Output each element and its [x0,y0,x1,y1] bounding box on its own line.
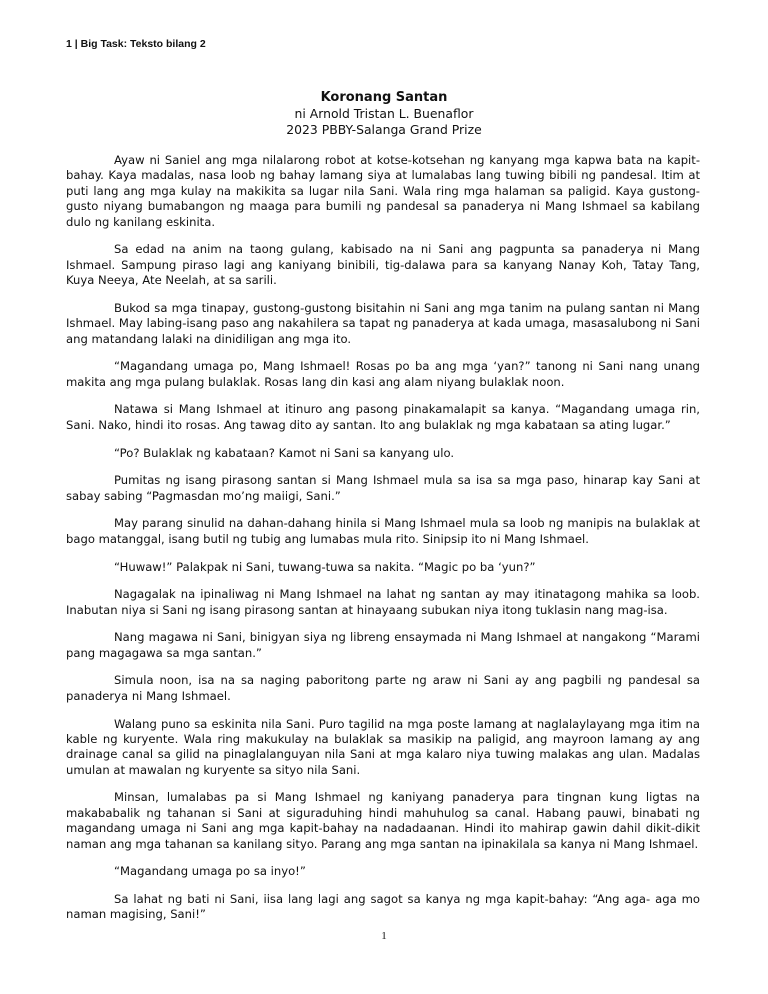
paragraph: “Po? Bulaklak ng kabataan? Kamot ni Sani sa kanyang ulo. [114,445,455,460]
paragraph: Sa edad na anim na taong gulang, kabisado na ni Sani ang pagpunta sa panaderya ni Mang Ishmael. Sampung piraso lagi ang kaniyang binibili, tig-dalawa para sa kanyang Nanay Koh, Tatay Tang, Kuya Neeya, Ate Neelah, at sa sarili. [66,242,700,288]
page-header: 1 | Big Task: Teksto bilang 2 [66,38,206,50]
paragraph: Bukod sa mga tinapay, gustong-gustong bisitahin ni Sani ang mga tanim na pulang santan ni Mang Ishmael. May labing-isang paso ang nakahilera sa tapat ng panaderya at kada umaga, masasalubong ni Sani ang matandang lalaki na dinidiligan ang mga ito. [66,300,700,346]
page-number: 1 [381,930,387,942]
title-block [0,90,768,138]
paragraph: Walang puno sa eskinita nila Sani. Puro tagilid na mga poste lamang at naglalaylayang mga itim na kable ng kuryente. Wala ring makukulay na bulaklak sa masikip na paligid, ang mayroon lamang ay ang drainage canal sa gilid na pinaglalanguyan nila Sani at mga kalaro niya tuwing malakas ang ulan. Madalas umulan at mawalan ng kuryente sa sityo nila Sani. [66,716,700,777]
paragraph: Simula noon, isa na sa naging paboritong parte ng araw ni Sani ay ang pagbili ng pandesal sa panaderya ni Mang Ishmael. [66,673,700,703]
paragraph: Nagagalak na ipinaliwag ni Mang Ishmael na lahat ng santan ay may itinatagong mahika sa loob. Inabutan niya si Sani ng isang pirasong santan at hinayaang subukan niya itong tuklasin nang mag-isa. [66,587,700,617]
paragraph: Minsan, lumalabas pa si Mang Ishmael ng kaniyang panaderya para tingnan kung ligtas na makababalik ng tahanan si Sani at siguraduhing hindi mahuhulog sa canal. Habang pauwi, binabati ng magandang umaga ni Sani ang mga kapit-bahay na nadadaanan. Hindi ito mahirap gawin dahil dikit-dikit naman ang mga tahanan sa kanilang sityo. Parang ang mga santan na ipinakilala sa kanya ni Mang Ishmael. [66,790,700,851]
story-title: Koronang Santan [320,90,448,105]
paragraph: Natawa si Mang Ishmael at itinuro ang pasong pinakamalapit sa kanya. “Magandang umaga rin, Sani. Nako, hindi ito rosas. Ang tawag dito ay santan. Ito ang bulaklak ng mga kabataan sa ating lugar.” [66,402,700,432]
story-author: ni Arnold Tristan L. Buenaflor [294,106,474,121]
paragraph: May parang sinulid na dahan-dahang hinila si Mang Ishmael mula sa loob ng manipis na bulaklak at bago matanggal, isang butil ng tubig ang lumabas mula rito. Sinipsip ito ni Mang Ishmael. [66,516,700,546]
paragraph: “Huwaw!” Palakpak ni Sani, tuwang-tuwa sa nakita. “Magic po ba ‘yun?” [114,559,536,574]
paragraph: Nang magawa ni Sani, binigyan siya ng libreng ensaymada ni Mang Ishmael at nangakong “Marami pang magagawa sa mga santan.” [66,630,700,660]
paragraph: “Magandang umaga po sa inyo!” [114,864,306,879]
paragraph: Pumitas ng isang pirasong santan si Mang Ishmael mula sa isa sa mga paso, hinarap kay Sani at sabay sabing “Pagmasdan mo’ng maiigi, Sani.” [66,473,700,503]
story-body [66,153,700,935]
story-award: 2023 PBBY-Salanga Grand Prize [286,122,482,137]
paragraph: Ayaw ni Saniel ang mga nilalarong robot at kotse-kotsehan ng kanyang mga kapwa bata na kapit-bahay. Kaya madalas, nasa loob ng bahay lamang siya at lumalabas lang tuwing bibili ng pandesal. Itim at puti lang ang mga kulay na makikita sa lugar nila Sani. Wala ring mga halaman sa paligid. Kaya gustong-gusto niyang bumabangon ng maaga para bumili ng pandesal sa panaderya ni Mang Ishmael sa kabilang dulo ng kanilang eskinita. [66,153,700,229]
paragraph: “Magandang umaga po, Mang Ishmael! Rosas po ba ang mga ‘yan?” tanong ni Sani nang unang makita ang mga pulang bulaklak. Rosas lang din kasi ang alam niyang bulaklak noon. [66,359,700,389]
paragraph: Sa lahat ng bati ni Sani, iisa lang lagi ang sagot sa kanya ng mga kapit-bahay: “Ang aga- aga mo naman magising, Sani!” [66,892,700,922]
